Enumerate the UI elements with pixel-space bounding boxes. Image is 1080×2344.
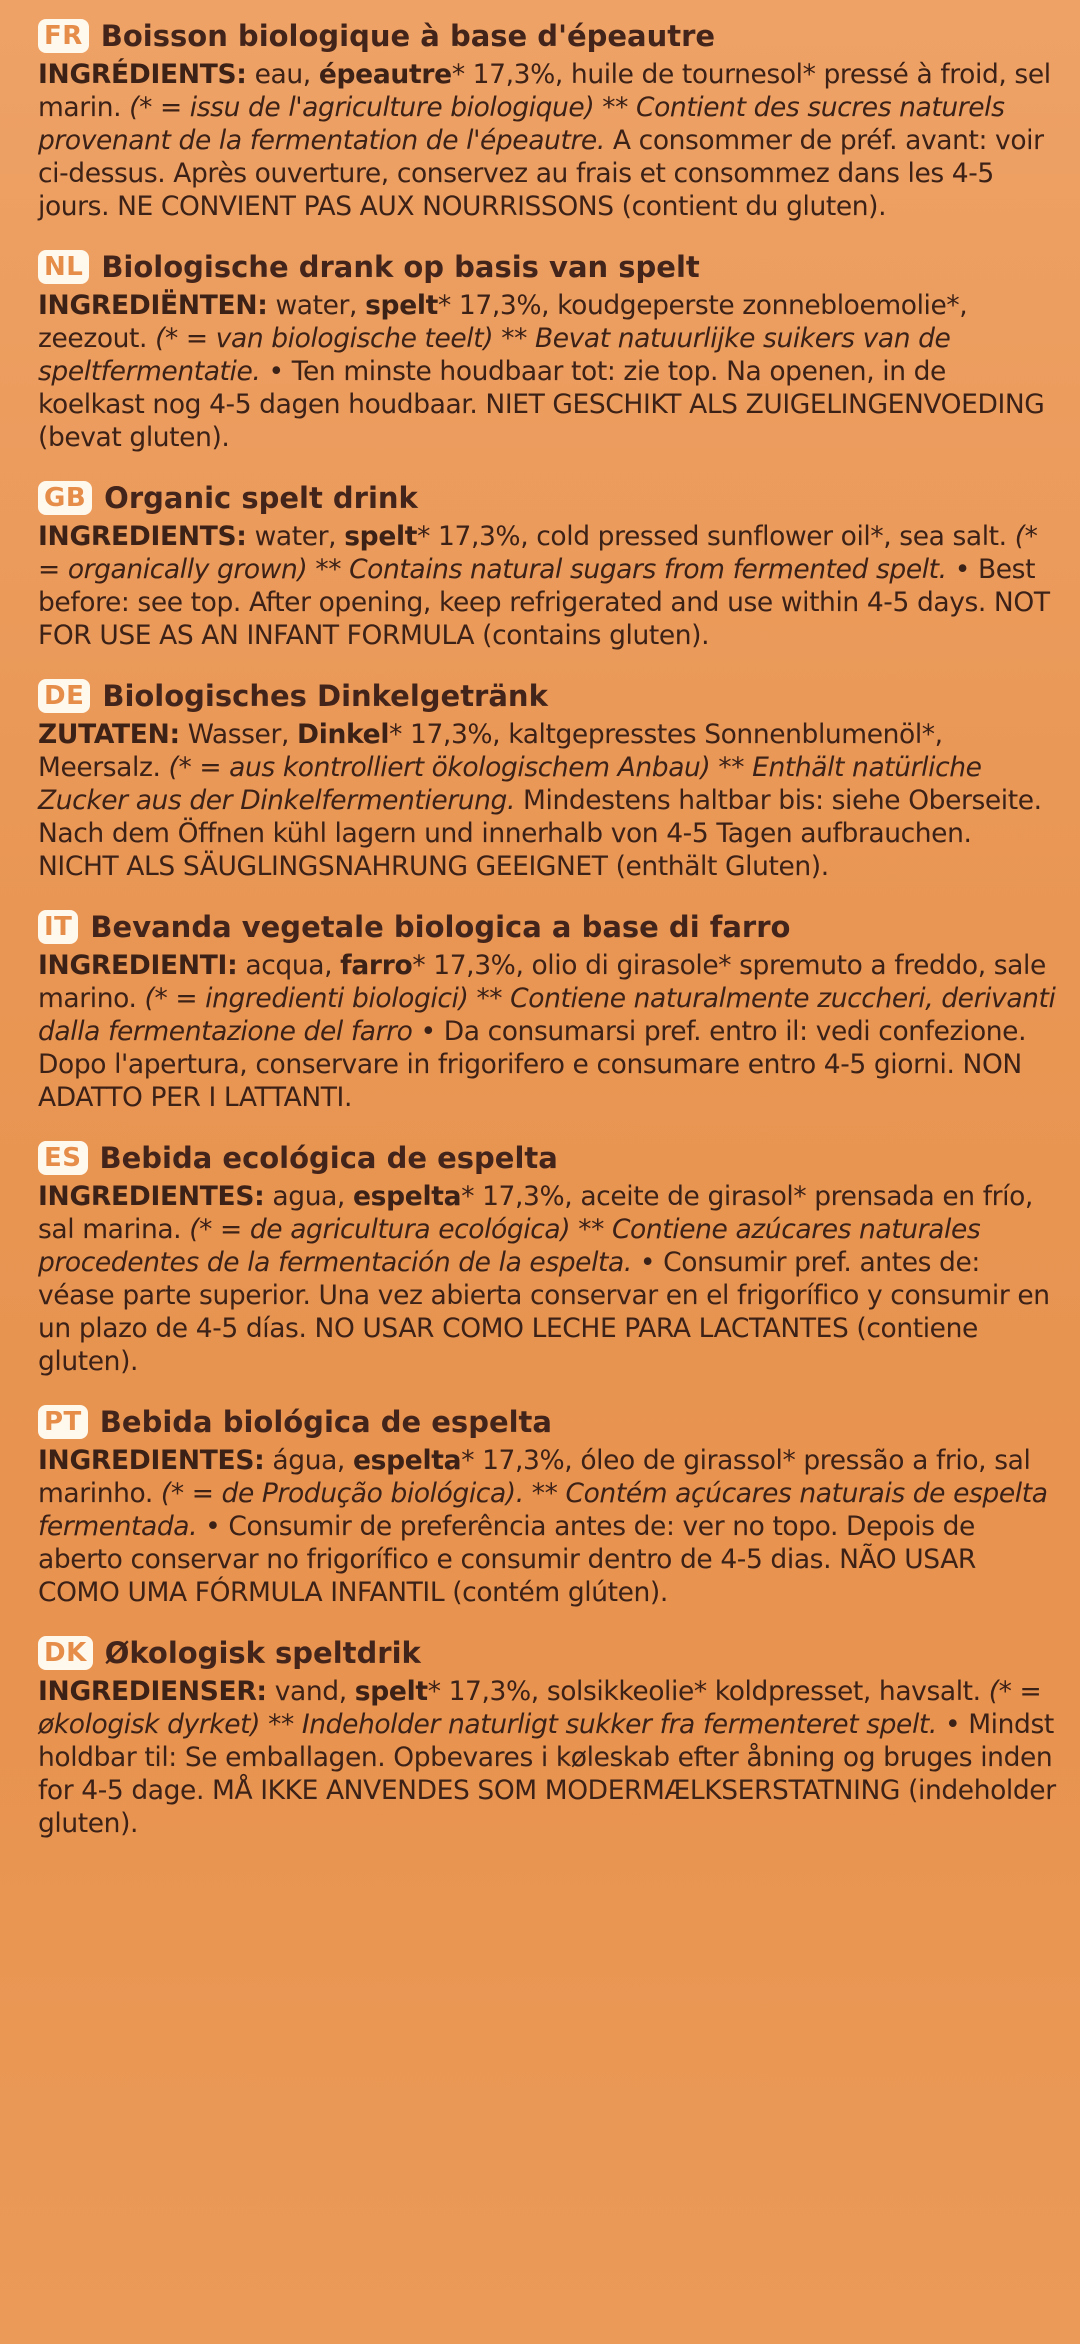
bold-text: espelta: [352, 1445, 462, 1476]
section-title: Bevanda vegetale biologica a base di farro: [90, 910, 791, 944]
body-text: A consommer de préf. avant: voir ci-dessus. Après ouverture, conservez au frais et consommez dans les 4-5 jours. NE CONVIENT PAS AUX NOURRISSONS (contient du gluten).: [38, 125, 1044, 222]
body-text: * 17,3%, óleo de girassol* pressão a frio, sal marinho.: [38, 1445, 1031, 1509]
section-title: Biologisches Dinkelgetränk: [102, 679, 548, 713]
language-badge: GB: [38, 481, 92, 515]
bold-text: INGREDIENTI:: [38, 950, 238, 981]
language-badge: IT: [38, 910, 78, 944]
body-text: * 17,3%, aceite de girasol* prensada en frío, sal marina.: [38, 1181, 1033, 1245]
body-text: * 17,3%, olio di girasole* spremuto a freddo, sale marino.: [38, 950, 1046, 1014]
body-text: Wasser,: [179, 719, 297, 750]
italic-text: (* = økologisk dyrket) ** Indeholder naturligt sukker fra fermenteret spelt.: [38, 1676, 1042, 1740]
body-text: agua,: [264, 1181, 353, 1212]
bold-text: spelt: [365, 290, 439, 321]
section-header: [38, 1138, 1058, 1178]
italic-text: (* = van biologische teelt) ** Bevat natuurlijke suikers van de speltfermentatie.: [38, 323, 951, 387]
bold-text: INGREDIENTS:: [38, 521, 247, 552]
section-header: [38, 1633, 1058, 1673]
italic-text: (* = aus kontrolliert ökologischem Anbau) ** Enthält natürliche Zucker aus der Dinkelfermentierung.: [38, 752, 982, 816]
italic-text: (* = issu de l'agriculture biologique) ** Contient des sucres naturels provenant de la fermentation de l'épeautre.: [38, 92, 1005, 156]
body-text: • Mindst holdbar til: Se emballagen. Opbevares i køleskab efter åbning og bruges inden for 4-5 dage. MÅ IKKE ANVENDES SOM MODERMÆLKSERSTATNING (indeholder gluten).: [38, 1709, 1056, 1839]
bold-text: INGREDIENSER:: [38, 1676, 267, 1707]
bold-text: espelta: [352, 1181, 462, 1212]
bold-text: INGREDIENTES:: [38, 1181, 265, 1212]
body-text: water,: [267, 290, 366, 321]
section-body: [38, 949, 1058, 1114]
italic-text: (* = organically grown) ** Contains natural sugars from fermented spelt.: [38, 521, 1038, 585]
body-text: • Ten minste houdbaar tot: zie top. Na openen, in de koelkast nog 4-5 dagen houdbaar. NIET GESCHIKT ALS ZUIGELINGENVOEDING (bevat gluten).: [38, 356, 1045, 453]
body-text: * 17,3%, koudgeperste zonnebloemolie*, zeezout.: [38, 290, 968, 354]
body-text: • Best before: see top. After opening, keep refrigerated and use within 4-5 days. NOT FOR USE AS AN INFANT FORMULA (contains gluten).: [38, 554, 1050, 651]
bold-text: INGRÉDIENTS:: [38, 59, 247, 90]
body-text: * 17,3%, cold pressed sunflower oil*, sea salt.: [417, 521, 1015, 552]
section-header: [38, 676, 1058, 716]
bold-text: spelt: [354, 1676, 428, 1707]
section-body: [38, 289, 1058, 454]
language-badge: DK: [38, 1636, 93, 1670]
section-title: Biologische drank op basis van spelt: [101, 250, 700, 284]
body-text: eau,: [246, 59, 319, 90]
italic-text: (* = de agricultura ecológica) ** Contiene azúcares naturales procedentes de la fermentación de la espelta.: [38, 1214, 981, 1278]
section-body: [38, 58, 1058, 223]
section-header: [38, 16, 1058, 56]
language-badge: FR: [38, 19, 89, 53]
body-text: • Consumir pref. antes de: véase parte superior. Una vez abierta conservar en el frigorífico y consumir en un plazo de 4-5 días. NO USAR COMO LECHE PARA LACTANTES (contiene gluten).: [38, 1247, 1050, 1377]
bold-text: INGREDIENTES:: [38, 1445, 265, 1476]
bold-text: épeautre: [318, 59, 452, 90]
bold-text: INGREDIËNTEN:: [38, 290, 268, 321]
italic-text: (* = ingredienti biologici) ** Contiene naturalmente zuccheri, derivanti dalla fermentazione del farro: [38, 983, 1056, 1047]
label-section-pt: [38, 1402, 1058, 1609]
section-body: [38, 718, 1058, 883]
label-section-nl: [38, 247, 1058, 454]
label-section-it: [38, 907, 1058, 1114]
section-header: [38, 1402, 1058, 1442]
language-badge: NL: [38, 250, 89, 284]
body-text: acqua,: [237, 950, 341, 981]
section-body: [38, 1444, 1058, 1609]
section-body: [38, 520, 1058, 652]
section-body: [38, 1675, 1058, 1840]
bold-text: spelt: [344, 521, 418, 552]
body-text: * 17,3%, huile de tournesol* pressé à froid, sel marin.: [38, 59, 1051, 123]
section-header: [38, 907, 1058, 947]
label-section-gb: [38, 478, 1058, 652]
section-body: [38, 1180, 1058, 1378]
language-badge: PT: [38, 1405, 88, 1439]
body-text: • Consumir de preferência antes de: ver no topo. Depois de aberto conservar no frigorífico e consumir dentro de 4-5 dias. NÃO USAR COMO UMA FÓRMULA INFANTIL (contém glúten).: [38, 1511, 976, 1608]
section-title: Boisson biologique à base d'épeautre: [100, 19, 716, 53]
bold-text: ZUTATEN:: [38, 719, 180, 750]
label-section-dk: [38, 1633, 1058, 1840]
section-header: [38, 478, 1058, 518]
body-text: * 17,3%, kaltgepresstes Sonnenblumenöl*, Meersalz.: [38, 719, 943, 783]
label-section-fr: [38, 16, 1058, 223]
body-text: water,: [246, 521, 345, 552]
section-header: [38, 247, 1058, 287]
section-title: Bebida ecológica de espelta: [99, 1141, 558, 1175]
italic-text: (* = de Produção biológica). ** Contém açúcares naturais de espelta fermentada.: [38, 1478, 1048, 1542]
body-text: • Da consumarsi pref. entro il: vedi confezione. Dopo l'apertura, conservare in frigorifero e consumare entro 4-5 giorni. NON ADATTO PER I LATTANTI.: [38, 1016, 1027, 1113]
section-title: Økologisk speltdrik: [104, 1636, 421, 1670]
section-title: Organic spelt drink: [104, 481, 418, 515]
label-section-de: [38, 676, 1058, 883]
section-title: Bebida biológica de espelta: [99, 1405, 552, 1439]
body-text: água,: [264, 1445, 353, 1476]
label-section-es: [38, 1138, 1058, 1378]
body-text: * 17,3%, solsikkeolie* koldpresset, havsalt.: [427, 1676, 989, 1707]
bold-text: Dinkel: [297, 719, 390, 750]
language-badge: ES: [38, 1141, 88, 1175]
bold-text: farro: [340, 950, 413, 981]
body-text: vand,: [266, 1676, 355, 1707]
body-text: Mindestens haltbar bis: siehe Oberseite. Nach dem Öffnen kühl lagern und innerhalb von 4-5 Tagen aufbrauchen. NICHT ALS SÄUGLINGSNAHRUNG GEEIGNET (enthält Gluten).: [38, 785, 1042, 882]
language-badge: DE: [38, 679, 90, 713]
